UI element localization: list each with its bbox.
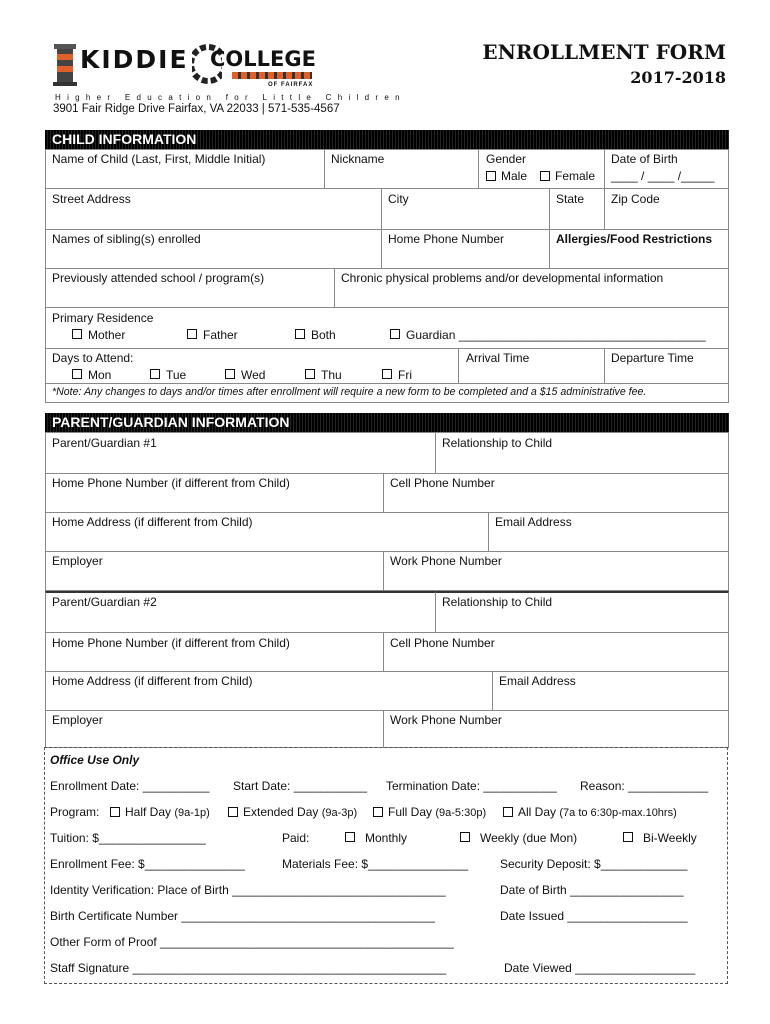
checkbox-icon[interactable] <box>110 807 120 817</box>
checkbox-icon[interactable] <box>460 832 470 842</box>
pg1-relationship-label: Relationship to Child <box>442 436 553 450</box>
male-label: Male <box>501 169 528 183</box>
tagline: Higher Education for Little Children <box>55 93 406 102</box>
program-half-day-option[interactable] <box>110 805 210 819</box>
other-proof-field[interactable]: Other Form of Proof ____________________________________________ <box>50 935 454 949</box>
tuition-field[interactable]: Tuition: $________________ <box>50 831 206 845</box>
city-label: City <box>388 192 409 206</box>
gender-female-option[interactable] <box>540 169 595 183</box>
residence-guardian-option[interactable] <box>390 328 706 342</box>
departure-label: Departure Time <box>611 351 694 365</box>
program-full-day-option[interactable] <box>373 805 486 819</box>
logo-kiddie-text: KIDDIE <box>80 45 189 74</box>
paid-monthly-option[interactable] <box>345 831 407 845</box>
checkbox-icon[interactable] <box>228 807 238 817</box>
pg2-home-phone-label: Home Phone Number (if different from Child) <box>52 636 290 650</box>
checkbox-icon[interactable] <box>72 329 82 339</box>
form-title: ENROLLMENT FORM <box>482 40 726 64</box>
gender-male-option[interactable] <box>486 169 527 183</box>
logo-fairfax-text: OF FAIRFAX <box>268 82 314 88</box>
checkbox-icon[interactable] <box>225 369 235 379</box>
state-label: State <box>556 192 585 206</box>
pg1-label: Parent/Guardian #1 <box>52 436 157 450</box>
pg2-home-address-label: Home Address (if different from Child) <box>52 674 253 688</box>
pg2-cell-phone-label: Cell Phone Number <box>390 636 495 650</box>
pg1-employer-label: Employer <box>52 554 103 568</box>
checkbox-icon[interactable] <box>486 171 496 181</box>
prev-school-label: Previously attended school / program(s) <box>52 271 265 285</box>
all-day-hours: (7a to 6:30p-max.10hrs) <box>559 807 677 819</box>
checkbox-icon[interactable] <box>390 329 400 339</box>
dob-label: Date of Birth <box>611 152 678 166</box>
child-name-label: Name of Child (Last, First, Middle Initial) <box>52 152 266 166</box>
father-label: Father <box>203 328 238 342</box>
office-dob-field[interactable]: Date of Birth _________________ <box>500 883 684 897</box>
checkbox-icon[interactable] <box>373 807 383 817</box>
zip-label: Zip Code <box>611 192 660 206</box>
allergies-label: Allergies/Food Restrictions <box>556 232 713 246</box>
program-all-day-option[interactable] <box>503 805 677 819</box>
day-tue-option[interactable] <box>150 368 186 382</box>
extended-day-hours: (9a-3p) <box>321 807 358 819</box>
extended-day-label: Extended Day <box>243 805 319 819</box>
day-mon-option[interactable] <box>72 368 111 382</box>
date-issued-field[interactable]: Date Issued __________________ <box>500 909 688 923</box>
residence-label: Primary Residence <box>52 311 154 325</box>
pg2-email-label: Email Address <box>499 674 576 688</box>
all-day-label: All Day <box>518 805 557 819</box>
logo-stripe <box>232 72 312 79</box>
checkbox-icon[interactable] <box>295 329 305 339</box>
enrollment-fee-field[interactable]: Enrollment Fee: $_______________ <box>50 857 245 871</box>
fri-label: Fri <box>398 368 412 382</box>
residence-father-option[interactable] <box>187 328 238 342</box>
checkbox-icon[interactable] <box>187 329 197 339</box>
checkbox-icon[interactable] <box>623 832 633 842</box>
full-day-hours: (9a-5:30p) <box>435 807 487 819</box>
mon-label: Mon <box>88 368 112 382</box>
gender-label: Gender <box>486 152 527 166</box>
chronic-label: Chronic physical problems and/or developmental information <box>341 271 664 285</box>
guardian-label: Guardian _____________________________________ <box>406 328 706 342</box>
pg2-relationship-label: Relationship to Child <box>442 595 553 609</box>
tue-label: Tue <box>166 368 187 382</box>
materials-fee-field[interactable]: Materials Fee: $_______________ <box>282 857 469 871</box>
weekly-label: Weekly (due Mon) <box>480 831 578 845</box>
pg2-label: Parent/Guardian #2 <box>52 595 157 609</box>
parent-info-heading: PARENT/GUARDIAN INFORMATION <box>45 413 729 432</box>
pg1-home-address-label: Home Address (if different from Child) <box>52 515 253 529</box>
dob-blank: ____ / ____ /_____ <box>611 169 715 183</box>
checkbox-icon[interactable] <box>503 807 513 817</box>
wed-label: Wed <box>241 368 266 382</box>
logo-tower-icon <box>50 42 80 88</box>
mother-label: Mother <box>88 328 126 342</box>
biweekly-label: Bi-Weekly <box>643 831 697 845</box>
day-wed-option[interactable] <box>225 368 265 382</box>
program-extended-day-option[interactable] <box>228 805 357 819</box>
half-day-label: Half Day <box>125 805 172 819</box>
office-heading: Office Use Only <box>50 753 140 767</box>
arrival-label: Arrival Time <box>466 351 530 365</box>
termination-date-field[interactable]: Termination Date: ___________ <box>386 779 557 793</box>
paid-biweekly-option[interactable] <box>623 831 697 845</box>
school-address: 3901 Fair Ridge Drive Fairfax, VA 22033 | 571-535-4567 <box>53 103 340 115</box>
days-label: Days to Attend: <box>52 351 134 365</box>
pg2-work-phone-label: Work Phone Number <box>390 713 502 727</box>
change-note: *Note: Any changes to days and/or times after enrollment will require a new form to be completed and a $15 administrative fee. <box>52 386 647 398</box>
start-date-field[interactable]: Start Date: ___________ <box>233 779 368 793</box>
residence-both-option[interactable] <box>295 328 336 342</box>
child-info-heading: CHILD INFORMATION <box>45 130 729 149</box>
identity-verification-field[interactable]: Identity Verification: Place of Birth ________________________________ <box>50 883 446 897</box>
day-thu-option[interactable] <box>305 368 342 382</box>
day-fri-option[interactable] <box>382 368 412 382</box>
monthly-label: Monthly <box>365 831 408 845</box>
checkbox-icon[interactable] <box>305 369 315 379</box>
full-day-label: Full Day <box>388 805 433 819</box>
half-day-hours: (9a-1p) <box>174 807 210 819</box>
home-phone-label: Home Phone Number <box>388 232 505 246</box>
date-viewed-field[interactable]: Date Viewed __________________ <box>504 961 696 975</box>
paid-weekly-option[interactable] <box>460 831 577 845</box>
enrollment-date-field[interactable]: Enrollment Date: __________ <box>50 779 210 793</box>
pg1-cell-phone-label: Cell Phone Number <box>390 476 495 490</box>
logo-college-text: COLLEGE <box>210 47 316 71</box>
checkbox-icon[interactable] <box>382 369 392 379</box>
form-year: 2017-2018 <box>630 68 726 87</box>
pg2-employer-label: Employer <box>52 713 103 727</box>
reason-field[interactable]: Reason: ____________ <box>580 779 709 793</box>
birth-cert-field[interactable]: Birth Certificate Number ______________________________________ <box>50 909 435 923</box>
program-label: Program: <box>50 805 100 819</box>
checkbox-icon[interactable] <box>540 171 550 181</box>
security-deposit-field[interactable]: Security Deposit: $_____________ <box>500 857 688 871</box>
both-label: Both <box>311 328 336 342</box>
staff-signature-field[interactable]: Staff Signature _______________________________________________ <box>50 961 447 975</box>
checkbox-icon[interactable] <box>150 369 160 379</box>
pg1-email-label: Email Address <box>495 515 572 529</box>
pg1-work-phone-label: Work Phone Number <box>390 554 502 568</box>
street-label: Street Address <box>52 192 131 206</box>
siblings-label: Names of sibling(s) enrolled <box>52 232 201 246</box>
checkbox-icon[interactable] <box>72 369 82 379</box>
thu-label: Thu <box>321 368 342 382</box>
checkbox-icon[interactable] <box>345 832 355 842</box>
nickname-label: Nickname <box>331 152 385 166</box>
paid-label: Paid: <box>282 831 310 845</box>
female-label: Female <box>555 169 596 183</box>
pg1-home-phone-label: Home Phone Number (if different from Child) <box>52 476 290 490</box>
residence-mother-option[interactable] <box>72 328 125 342</box>
